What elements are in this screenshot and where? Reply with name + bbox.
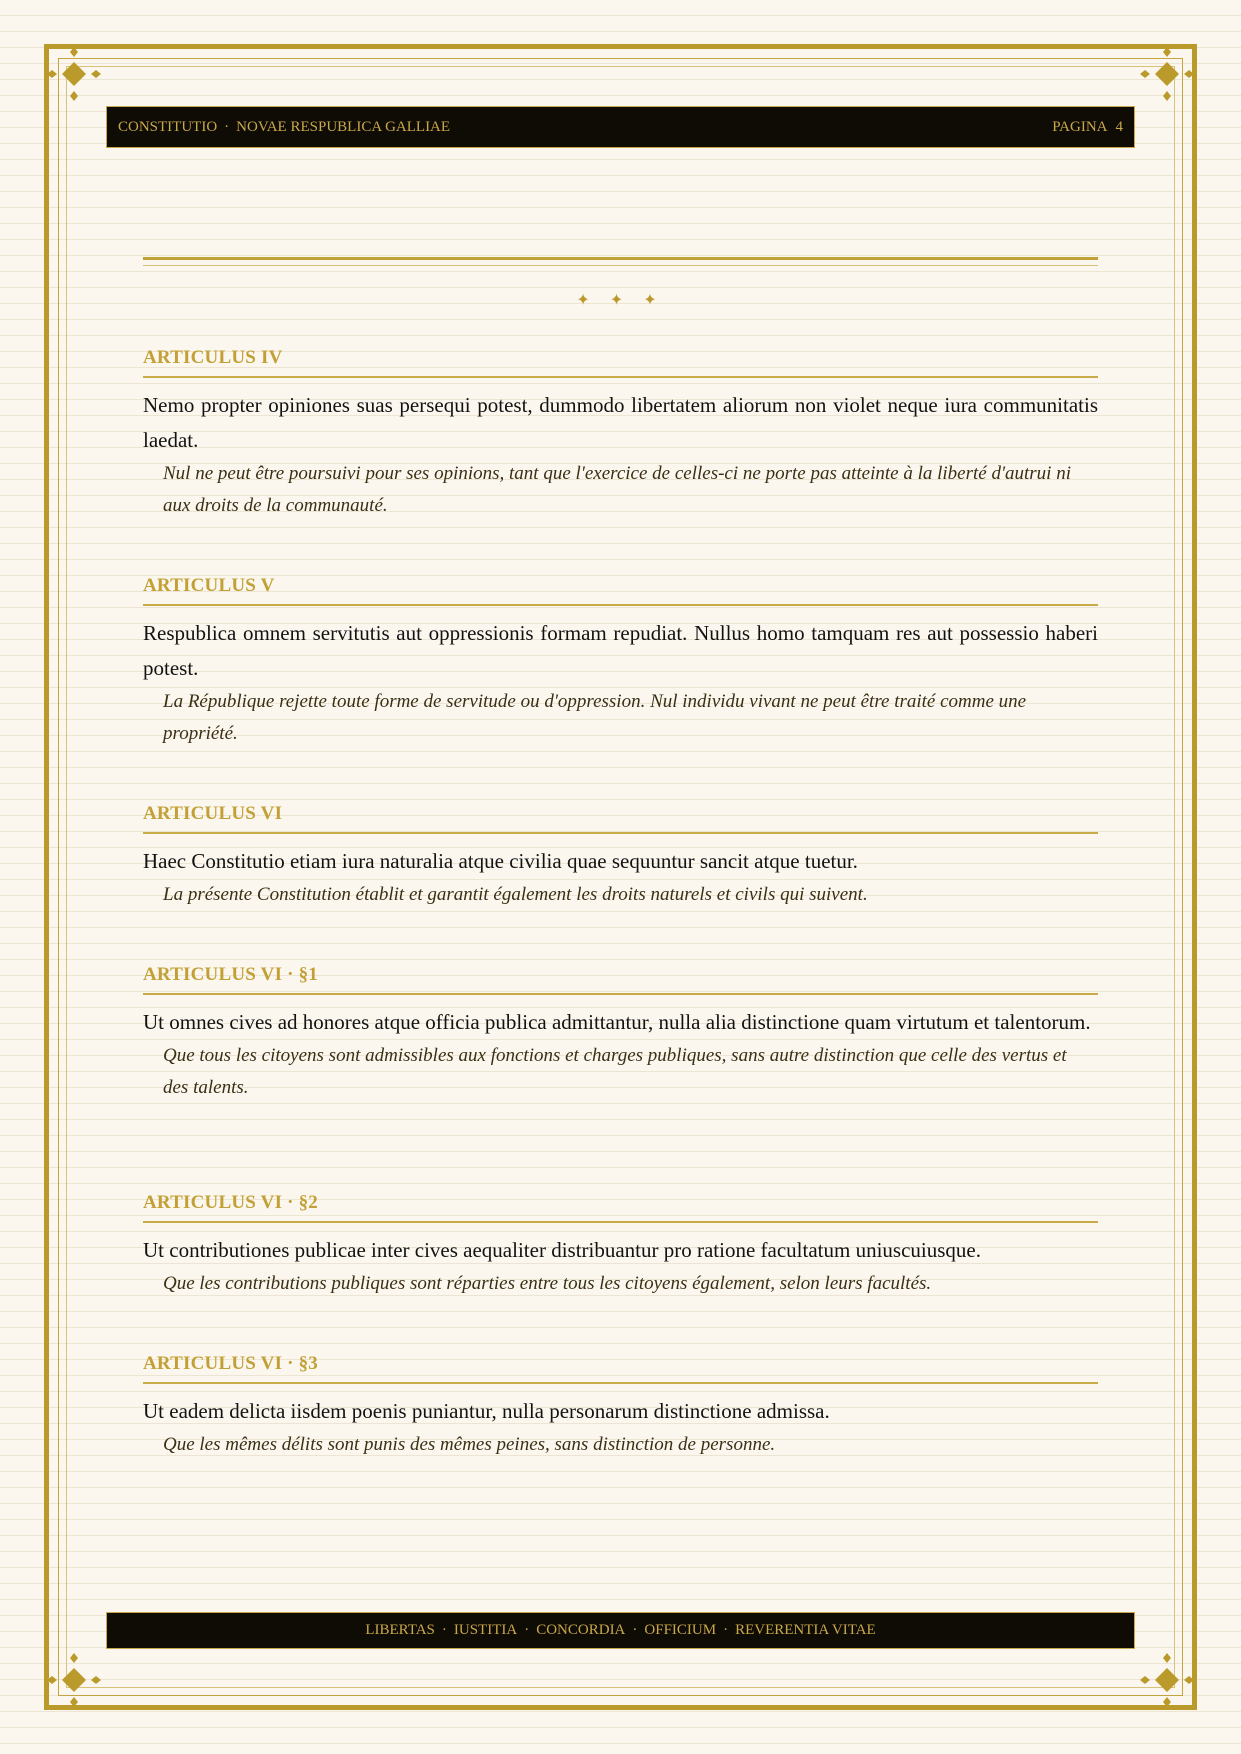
article-title: ARTICULUS VI · §3	[143, 1353, 1098, 1384]
section-rule-thin	[143, 265, 1098, 266]
article-title: ARTICULUS VI	[143, 803, 1098, 834]
document-title-part1: CONSTITUTIO	[118, 118, 218, 135]
running-header	[106, 106, 1135, 148]
footer-motto: CONCORDIA	[536, 1622, 626, 1638]
document-title	[118, 119, 450, 136]
article-french-translation: Que tous les citoyens sont admissibles aux fonctions et charges publiques, sans autre distinction que celle des vertus et des talents.	[163, 1045, 1067, 1098]
article-title: ARTICULUS VI · §2	[143, 1192, 1098, 1223]
article-french-translation: Que les contributions publiques sont réparties entre tous les citoyens également, selon leurs facultés.	[163, 1273, 932, 1294]
article-title: ARTICULUS IV	[143, 347, 1098, 378]
running-footer	[106, 1612, 1135, 1649]
article-french-translation: La République rejette toute forme de servitude ou d'oppression. Nul individu vivant ne peut être traité comme une propriété.	[163, 691, 1027, 744]
article-block	[143, 964, 1098, 1104]
section-rule-thick	[143, 257, 1098, 260]
document-title-part2: NOVAE RESPUBLICA GALLIAE	[236, 118, 451, 135]
title-separator: ·	[224, 118, 230, 135]
article-latin-text: Haec Constitutio etiam iura naturalia atque civilia quae sequuntur sancit atque tuetur.	[143, 849, 858, 873]
footer-separator: ·	[632, 1622, 638, 1638]
article-latin-text: Respublica omnem servitutis aut oppressionis formam repudiat. Nullus homo tamquam res aut possessio haberi potest.	[143, 621, 1098, 680]
corner-ornament-bottom-left	[44, 1650, 104, 1710]
article-block	[143, 1353, 1098, 1461]
article-french-translation: Nul ne peut être poursuivi pour ses opinions, tant que l'exercice de celles-ci ne porte pas atteinte à la liberté d'autrui ni aux droits de la communauté.	[163, 463, 1071, 516]
page-number-label: PAGINA	[1052, 118, 1108, 135]
article-title: ARTICULUS VI · §1	[143, 964, 1098, 995]
footer-motto: REVERENTIA VITAE	[735, 1622, 876, 1638]
corner-ornament-top-right	[1137, 44, 1197, 104]
article-french-translation: Que les mêmes délits sont punis des mêmes peines, sans distinction de personne.	[163, 1434, 776, 1455]
footer-separator: ·	[441, 1622, 447, 1638]
article-latin-text: Ut eadem delicta iisdem poenis puniantur, nulla personarum distinctione admissa.	[143, 1399, 830, 1423]
footer-motto: IUSTITIA	[453, 1622, 518, 1638]
article-latin-text: Ut omnes cives ad honores atque officia publica admittantur, nulla alia distinctione quam virtutum et talentorum.	[143, 1010, 1091, 1034]
star-ornament: ✦ ✦ ✦	[576, 292, 665, 309]
article-title: ARTICULUS V	[143, 575, 1098, 606]
corner-ornament-top-left	[44, 44, 104, 104]
article-block	[143, 347, 1098, 522]
page-number-value: 4	[1115, 118, 1123, 135]
article-latin-text: Nemo propter opiniones suas persequi potest, dummodo libertatem aliorum non violet neque iura communitatis laedat.	[143, 393, 1098, 452]
footer-motto: LIBERTAS	[365, 1622, 435, 1638]
corner-ornament-bottom-right	[1137, 1650, 1197, 1710]
footer-separator: ·	[723, 1622, 729, 1638]
footer-motto: OFFICIUM	[644, 1622, 717, 1638]
article-block	[143, 1192, 1098, 1300]
footer-separator: ·	[524, 1622, 530, 1638]
article-block	[143, 575, 1098, 750]
article-french-translation: La présente Constitution établit et garantit également les droits naturels et civils qui suivent.	[163, 884, 868, 905]
article-block	[143, 803, 1098, 911]
page-number	[1052, 119, 1123, 136]
article-latin-text: Ut contributiones publicae inter cives aequaliter distribuantur pro ratione facultatum uniuscuiusque.	[143, 1238, 982, 1262]
